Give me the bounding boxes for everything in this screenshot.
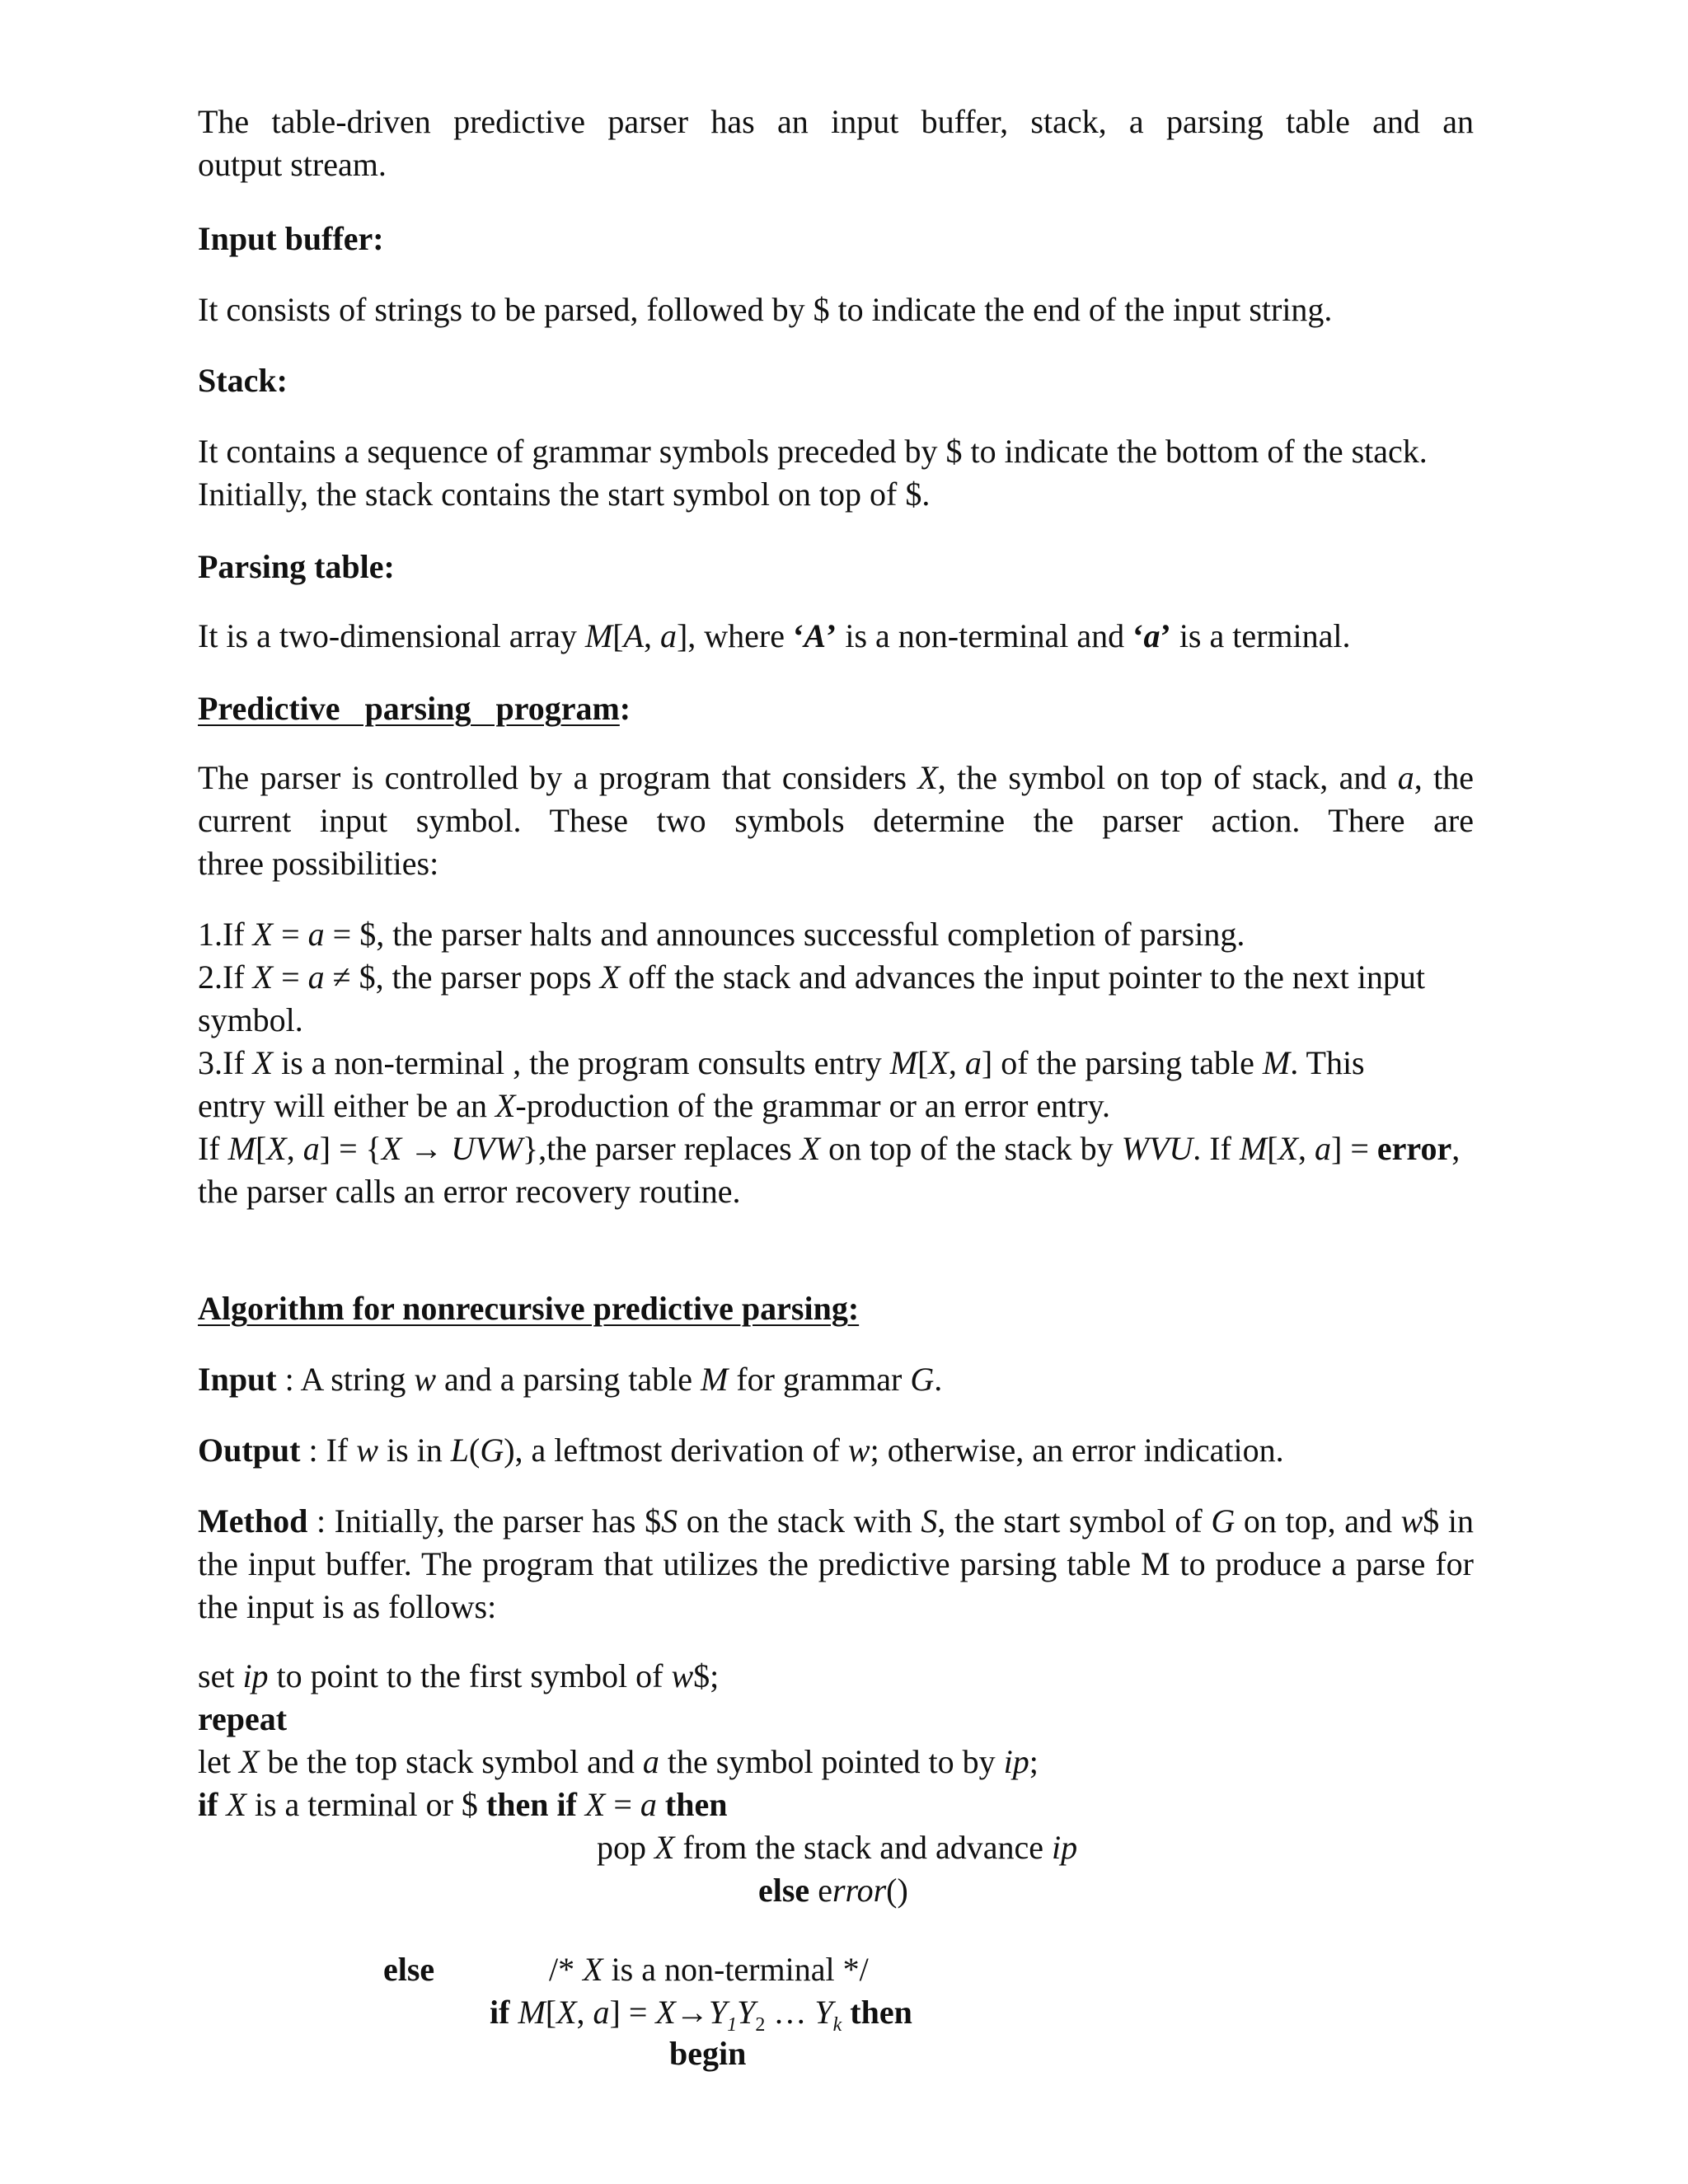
program-line-2: current input symbol. These two symbols determine the parser action. There are [198, 802, 1474, 839]
code-line-pop: pop X from the stack and advance ip [597, 1829, 1078, 1866]
algorithm-output: Output : If w is in L(G), a leftmost derivation of w; otherwise, an error indication. [198, 1432, 1284, 1469]
algorithm-method [198, 1500, 1474, 1629]
code-line-if-terminal: if X is a terminal or $ then if X = a then [198, 1786, 728, 1823]
input-buffer-heading: Input buffer: [198, 220, 384, 257]
intro-paragraph [198, 101, 1474, 186]
algorithm-heading: Algorithm for nonrecursive predictive parsing: [198, 1290, 860, 1327]
possibility-3: 3.If X is a non-terminal , the program consults entry M[X, a] of the parsing table M. This [198, 1044, 1365, 1081]
code-line-else: else [383, 1951, 435, 1988]
code-line-else-error: else error() [758, 1872, 908, 1909]
intro-line-1: The table-driven predictive parser has an input buffer, stack, a parsing table and an [198, 103, 1474, 140]
code-line-begin: begin [669, 2035, 747, 2072]
method-line-1: Method : Initially, the parser has $S on the stack with S, the start symbol of G on top, and w$ in [198, 1502, 1474, 1540]
code-line-if-table: if M[X, $a] = X\to Y_1Y_2$ … $Y_k$ then [490, 1994, 912, 2036]
stack-heading: Stack: [198, 362, 288, 399]
stack-paragraph [198, 430, 1474, 516]
parsing-table-text: It is a two-dimensional array M[A, a], where ‘A’ is a non-terminal and ‘a’ is a terminal. [198, 617, 1351, 654]
input-buffer-text: It consists of strings to be parsed, followed by $ to indicate the end of the input string. [198, 291, 1333, 328]
stack-line-1: It contains a sequence of grammar symbols preceded by $ to indicate the bottom of the stack. [198, 433, 1428, 470]
stack-line-2: Initially, the stack contains the start symbol on top of $. [198, 476, 931, 513]
algorithm-input: Input : A string w and a parsing table M for grammar G. [198, 1361, 943, 1398]
possibility-1: 1.If X = a = $, the parser halts and announces successful completion of parsing. [198, 916, 1245, 953]
possibility-3-cont: entry will either be an X-production of the grammar or an error entry. [198, 1087, 1110, 1124]
possibility-2-cont: symbol. [198, 1001, 303, 1038]
code-line-comment: /* X is a non-terminal */ [549, 1951, 869, 1988]
possibility-2: 2.If X = a ≠ $, the parser pops X off the stack and advances the input pointer to the next input [198, 958, 1425, 996]
code-line-let: let X be the top stack symbol and a the symbol pointed to by ip; [198, 1743, 1039, 1780]
intro-line-2: output stream. [198, 146, 387, 183]
code-line-repeat: repeat [198, 1700, 288, 1737]
program-heading: Predictive parsing program: [198, 690, 631, 727]
parsing-table-heading: Parsing table: [198, 548, 395, 585]
method-line-3: the input is as follows: [198, 1588, 497, 1625]
possibilities-list [198, 913, 1474, 1213]
code-line-set-ip: set ip to point to the first symbol of w$; [198, 1657, 720, 1694]
possibility-3-rule-cont: the parser calls an error recovery routine. [198, 1173, 741, 1210]
possibility-3-rule: If M[X, a] = {X → UVW},the parser replaces X on top of the stack by WVU. If M[X, a] = error, [198, 1130, 1461, 1167]
method-line-2: the input buffer. The program that utilizes the predictive parsing table M to produce a parse for [198, 1545, 1474, 1582]
program-line-1: The parser is controlled by a program that considers X, the symbol on top of stack, and a, the [198, 759, 1474, 796]
program-line-3: three possibilities: [198, 845, 439, 882]
program-paragraph [198, 757, 1474, 885]
